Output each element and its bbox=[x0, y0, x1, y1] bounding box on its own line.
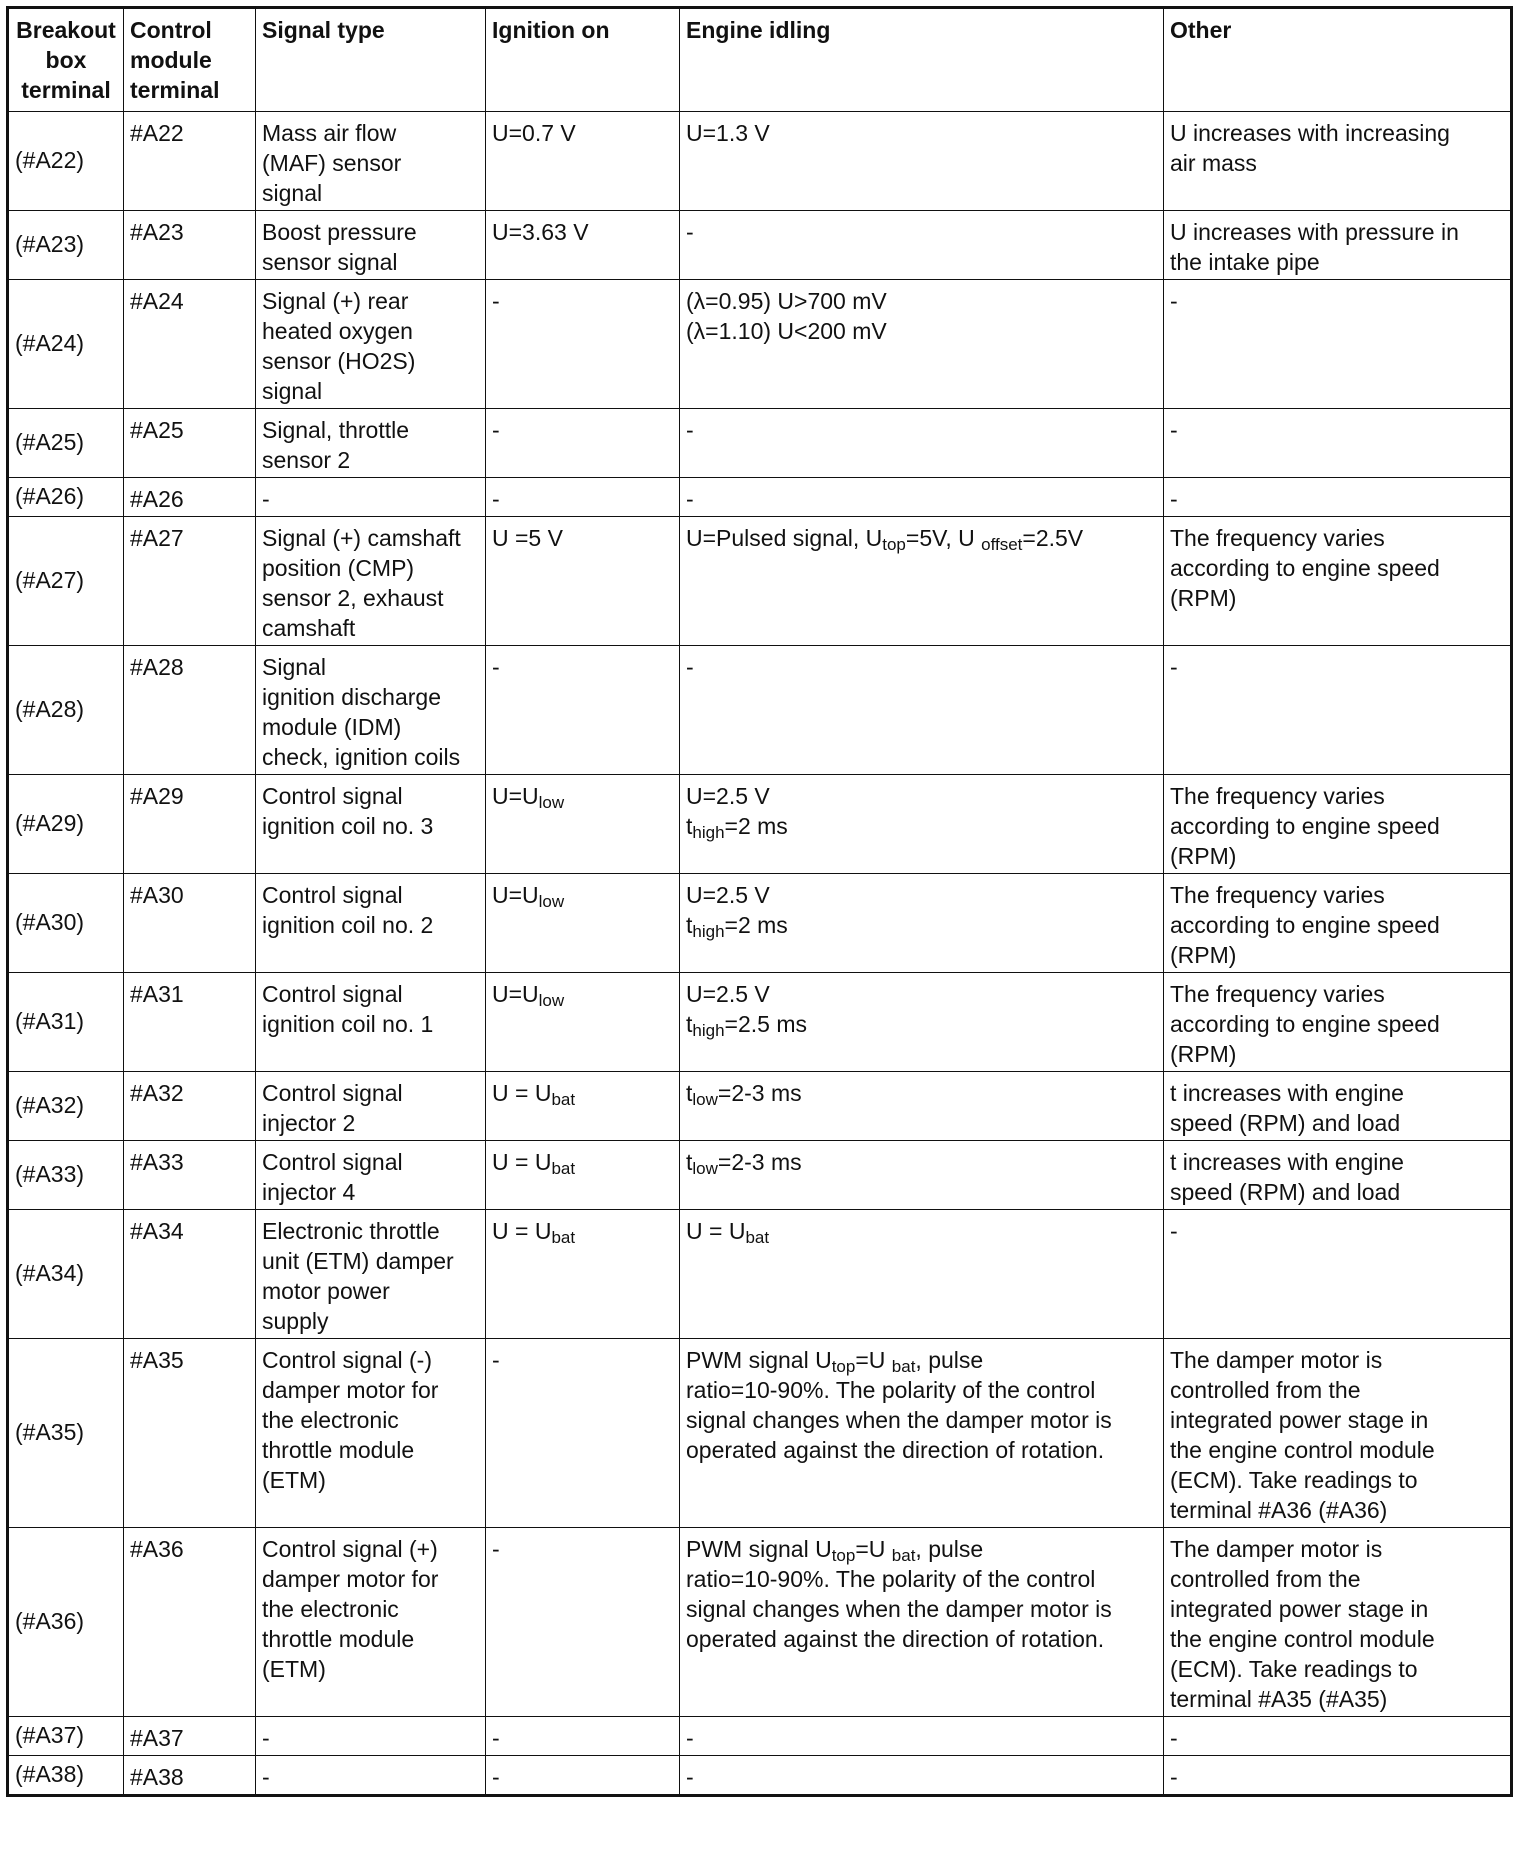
idling-line: $t_{low}=2-3$ ms bbox=[686, 1080, 802, 1109]
ignition-on-cell bbox=[486, 1072, 680, 1141]
idling-line: $t_{high}=2$ ms bbox=[686, 912, 788, 941]
table-row bbox=[8, 478, 1512, 517]
signal-type-cell bbox=[256, 874, 486, 973]
breakout-box-terminal-cell: (#A24) bbox=[8, 280, 124, 409]
table-row bbox=[8, 1756, 1512, 1796]
idling-line: $t_{high}=2.5$ ms bbox=[686, 1011, 807, 1040]
idling-line: - bbox=[686, 1725, 694, 1751]
ignition-on-cell bbox=[486, 1756, 680, 1796]
control-module-terminal-cell: #A34 bbox=[124, 1210, 256, 1339]
engine-idling-cell bbox=[680, 646, 1164, 775]
table-row bbox=[8, 517, 1512, 646]
other-cell bbox=[1164, 775, 1512, 874]
breakout-box-terminal-cell: (#A30) bbox=[8, 874, 124, 973]
signal-line: damper motor for bbox=[262, 1566, 439, 1592]
signal-line: sensor signal bbox=[262, 249, 398, 275]
signal-type-cell bbox=[256, 775, 486, 874]
signal-type-cell bbox=[256, 478, 486, 517]
signal-line: Control signal (+) bbox=[262, 1536, 438, 1562]
ignition-line: $U=U_{low}$ bbox=[492, 783, 565, 812]
signal-type-cell bbox=[256, 1072, 486, 1141]
signal-type-cell bbox=[256, 112, 486, 211]
control-module-terminal-cell: #A33 bbox=[124, 1141, 256, 1210]
signal-type-cell bbox=[256, 1756, 486, 1796]
breakout-box-terminal-cell: (#A36) bbox=[8, 1528, 124, 1717]
other-line: controlled from the bbox=[1170, 1377, 1361, 1403]
idling-line: operated against the direction of rotation. bbox=[686, 1437, 1105, 1463]
signal-type-cell bbox=[256, 1141, 486, 1210]
ignition-on-cell bbox=[486, 409, 680, 478]
idling-line: - bbox=[686, 654, 694, 680]
other-cell bbox=[1164, 874, 1512, 973]
signal-line: sensor 2, exhaust bbox=[262, 585, 444, 611]
control-module-terminal-cell: #A24 bbox=[124, 280, 256, 409]
idling-line: - bbox=[686, 219, 694, 245]
control-module-terminal-cell: #A23 bbox=[124, 211, 256, 280]
engine-idling-cell bbox=[680, 1072, 1164, 1141]
control-module-terminal-cell: #A26 bbox=[124, 478, 256, 517]
header-signal-type: Signal type bbox=[256, 8, 486, 112]
signal-line: damper motor for bbox=[262, 1377, 439, 1403]
other-line: the engine control module bbox=[1170, 1626, 1435, 1652]
other-line: speed (RPM) and load bbox=[1170, 1110, 1401, 1136]
signal-line: motor power bbox=[262, 1278, 390, 1304]
header-control-module-terminal: Control module terminal bbox=[124, 8, 256, 112]
signal-line: signal bbox=[262, 180, 323, 206]
table-header-row bbox=[8, 8, 1512, 112]
signal-line: Control signal bbox=[262, 1080, 403, 1106]
table-row bbox=[8, 874, 1512, 973]
other-line: The frequency varies bbox=[1170, 525, 1385, 551]
idling-line: ratio=10-90%. The polarity of the control bbox=[686, 1377, 1096, 1403]
ignition-line: - bbox=[492, 1347, 500, 1373]
other-cell bbox=[1164, 1210, 1512, 1339]
signal-line: ignition coil no. 2 bbox=[262, 912, 434, 938]
signal-line: position (CMP) bbox=[262, 555, 415, 581]
other-cell bbox=[1164, 973, 1512, 1072]
ignition-line: - bbox=[492, 1536, 500, 1562]
table-row bbox=[8, 1528, 1512, 1717]
breakout-box-terminal-cell: (#A22) bbox=[8, 112, 124, 211]
engine-idling-cell bbox=[680, 1717, 1164, 1756]
other-cell bbox=[1164, 478, 1512, 517]
other-cell bbox=[1164, 1756, 1512, 1796]
ignition-on-cell bbox=[486, 775, 680, 874]
signal-line: throttle module bbox=[262, 1437, 415, 1463]
other-line: according to engine speed bbox=[1170, 1011, 1440, 1037]
signal-line: Signal (+) camshaft bbox=[262, 525, 461, 551]
signal-type-cell bbox=[256, 1717, 486, 1756]
ignition-line: $U=U_{low}$ bbox=[492, 981, 565, 1010]
signal-line: the electronic bbox=[262, 1596, 399, 1622]
other-cell bbox=[1164, 1339, 1512, 1528]
other-line: - bbox=[1170, 486, 1178, 512]
table-row bbox=[8, 1072, 1512, 1141]
idling-line: U=Pulsed signal, $U_{top}=5V$, U $_{offset}$=2.5V bbox=[686, 525, 1084, 554]
engine-idling-cell bbox=[680, 1528, 1164, 1717]
breakout-box-terminal-cell: (#A31) bbox=[8, 973, 124, 1072]
other-line: (RPM) bbox=[1170, 942, 1237, 968]
other-line: terminal #A35 (#A35) bbox=[1170, 1686, 1388, 1712]
other-cell bbox=[1164, 280, 1512, 409]
table-row bbox=[8, 112, 1512, 211]
other-line: according to engine speed bbox=[1170, 813, 1440, 839]
control-module-terminal-cell: #A28 bbox=[124, 646, 256, 775]
breakout-box-terminal-cell: (#A27) bbox=[8, 517, 124, 646]
other-line: speed (RPM) and load bbox=[1170, 1179, 1401, 1205]
breakout-box-terminal-cell: (#A23) bbox=[8, 211, 124, 280]
ignition-on-cell bbox=[486, 874, 680, 973]
ignition-on-cell bbox=[486, 1210, 680, 1339]
control-module-terminal-cell: #A37 bbox=[124, 1717, 256, 1756]
breakout-box-terminal-cell: (#A28) bbox=[8, 646, 124, 775]
ignition-line: U=0.7 V bbox=[492, 120, 576, 146]
signal-line: Control signal bbox=[262, 981, 403, 1007]
breakout-box-terminal-cell: (#A38) bbox=[8, 1756, 124, 1796]
breakout-box-terminal-cell: (#A26) bbox=[8, 478, 124, 517]
signal-line: (ETM) bbox=[262, 1467, 326, 1493]
control-module-terminal-cell: #A27 bbox=[124, 517, 256, 646]
signal-line: Boost pressure bbox=[262, 219, 417, 245]
breakout-box-terminal-cell: (#A37) bbox=[8, 1717, 124, 1756]
engine-idling-cell bbox=[680, 112, 1164, 211]
signal-type-cell bbox=[256, 211, 486, 280]
header-other: Other bbox=[1164, 8, 1512, 112]
other-line: The damper motor is bbox=[1170, 1347, 1383, 1373]
signal-line: Mass air flow bbox=[262, 120, 397, 146]
other-line: according to engine speed bbox=[1170, 555, 1440, 581]
ignition-on-cell bbox=[486, 517, 680, 646]
breakout-box-terminal-cell: (#A29) bbox=[8, 775, 124, 874]
other-line: - bbox=[1170, 654, 1178, 680]
breakout-box-terminal-cell: (#A34) bbox=[8, 1210, 124, 1339]
other-line: - bbox=[1170, 1218, 1178, 1244]
ignition-line: - bbox=[492, 486, 500, 512]
signal-line: the electronic bbox=[262, 1407, 399, 1433]
other-line: (RPM) bbox=[1170, 585, 1237, 611]
ignition-line: - bbox=[492, 1764, 500, 1790]
ignition-on-cell bbox=[486, 211, 680, 280]
engine-idling-cell bbox=[680, 1339, 1164, 1528]
ignition-on-cell bbox=[486, 112, 680, 211]
idling-line: PWM signal $U_{top}=U$ $_{bat}$, pulse bbox=[686, 1536, 984, 1565]
other-line: controlled from the bbox=[1170, 1566, 1361, 1592]
other-line: t increases with engine bbox=[1170, 1149, 1404, 1175]
signal-line: ignition coil no. 1 bbox=[262, 1011, 434, 1037]
ignition-on-cell bbox=[486, 1528, 680, 1717]
ignition-on-cell bbox=[486, 478, 680, 517]
signal-type-cell bbox=[256, 1528, 486, 1717]
engine-idling-cell bbox=[680, 775, 1164, 874]
signal-line: signal bbox=[262, 378, 323, 404]
other-line: (RPM) bbox=[1170, 1041, 1237, 1067]
ignition-line: - bbox=[492, 654, 500, 680]
signal-line: heated oxygen bbox=[262, 318, 413, 344]
idling-line: signal changes when the damper motor is bbox=[686, 1407, 1112, 1433]
signal-line: - bbox=[262, 1764, 270, 1790]
header-engine-idling: Engine idling bbox=[680, 8, 1164, 112]
other-line: - bbox=[1170, 417, 1178, 443]
idling-line: U=1.3 V bbox=[686, 120, 770, 146]
signal-line: Control signal (-) bbox=[262, 1347, 432, 1373]
other-line: the intake pipe bbox=[1170, 249, 1320, 275]
other-line: according to engine speed bbox=[1170, 912, 1440, 938]
idling-line: (λ=1.10) U<200 mV bbox=[686, 318, 887, 344]
table-row bbox=[8, 1339, 1512, 1528]
signal-line: Control signal bbox=[262, 783, 403, 809]
control-module-terminal-cell: #A25 bbox=[124, 409, 256, 478]
ignition-line: U=3.63 V bbox=[492, 219, 589, 245]
table-row bbox=[8, 1141, 1512, 1210]
control-module-terminal-cell: #A36 bbox=[124, 1528, 256, 1717]
ignition-on-cell bbox=[486, 280, 680, 409]
table-row bbox=[8, 409, 1512, 478]
control-module-terminal-cell: #A35 bbox=[124, 1339, 256, 1528]
other-line: U increases with increasing bbox=[1170, 120, 1450, 146]
ignition-line: U =5 V bbox=[492, 525, 563, 551]
signal-line: unit (ETM) damper bbox=[262, 1248, 454, 1274]
ignition-on-cell bbox=[486, 646, 680, 775]
breakout-box-terminal-cell: (#A35) bbox=[8, 1339, 124, 1528]
engine-idling-cell bbox=[680, 478, 1164, 517]
terminal-table bbox=[6, 6, 1513, 1797]
idling-line: operated against the direction of rotation. bbox=[686, 1626, 1105, 1652]
other-line: - bbox=[1170, 1764, 1178, 1790]
signal-line: - bbox=[262, 1725, 270, 1751]
engine-idling-cell bbox=[680, 280, 1164, 409]
signal-line: Control signal bbox=[262, 1149, 403, 1175]
signal-line: Signal bbox=[262, 654, 326, 680]
other-line: t increases with engine bbox=[1170, 1080, 1404, 1106]
signal-type-cell bbox=[256, 646, 486, 775]
header-breakout-box-terminal: Breakout box terminal bbox=[8, 8, 124, 112]
ignition-on-cell bbox=[486, 1339, 680, 1528]
signal-line: module (IDM) bbox=[262, 714, 402, 740]
other-line: U increases with pressure in bbox=[1170, 219, 1459, 245]
signal-type-cell bbox=[256, 973, 486, 1072]
engine-idling-cell bbox=[680, 973, 1164, 1072]
signal-line: (MAF) sensor bbox=[262, 150, 402, 176]
signal-line: sensor (HO2S) bbox=[262, 348, 416, 374]
header-ignition-on: Ignition on bbox=[486, 8, 680, 112]
other-line: The frequency varies bbox=[1170, 882, 1385, 908]
signal-line: sensor 2 bbox=[262, 447, 351, 473]
signal-type-cell bbox=[256, 517, 486, 646]
ignition-line: - bbox=[492, 1725, 500, 1751]
other-cell bbox=[1164, 1717, 1512, 1756]
signal-line: injector 4 bbox=[262, 1179, 356, 1205]
other-cell bbox=[1164, 409, 1512, 478]
other-line: - bbox=[1170, 1725, 1178, 1751]
signal-line: - bbox=[262, 486, 270, 512]
ignition-line: $U = U_{bat}$ bbox=[492, 1149, 576, 1178]
control-module-terminal-cell: #A29 bbox=[124, 775, 256, 874]
signal-type-cell bbox=[256, 409, 486, 478]
idling-line: $t_{high}=2$ ms bbox=[686, 813, 788, 842]
table-row bbox=[8, 1210, 1512, 1339]
signal-line: Control signal bbox=[262, 882, 403, 908]
other-line: (RPM) bbox=[1170, 843, 1237, 869]
engine-idling-cell bbox=[680, 409, 1164, 478]
other-line: - bbox=[1170, 288, 1178, 314]
other-line: (ECM). Take readings to bbox=[1170, 1467, 1418, 1493]
other-line: The frequency varies bbox=[1170, 981, 1385, 1007]
signal-line: Electronic throttle bbox=[262, 1218, 440, 1244]
ignition-on-cell bbox=[486, 1141, 680, 1210]
signal-line: Signal (+) rear bbox=[262, 288, 409, 314]
other-cell bbox=[1164, 211, 1512, 280]
other-line: terminal #A36 (#A36) bbox=[1170, 1497, 1388, 1523]
table-row bbox=[8, 775, 1512, 874]
other-cell bbox=[1164, 646, 1512, 775]
ignition-on-cell bbox=[486, 973, 680, 1072]
other-cell bbox=[1164, 517, 1512, 646]
other-cell bbox=[1164, 1141, 1512, 1210]
idling-line: PWM signal $U_{top}=U$ $_{bat}$, pulse bbox=[686, 1347, 984, 1376]
control-module-terminal-cell: #A22 bbox=[124, 112, 256, 211]
ignition-line: $U = U_{bat}$ bbox=[492, 1080, 576, 1109]
idling-line: $U = U_{bat}$ bbox=[686, 1218, 770, 1247]
other-cell bbox=[1164, 1072, 1512, 1141]
signal-type-cell bbox=[256, 1339, 486, 1528]
table-row bbox=[8, 211, 1512, 280]
breakout-box-terminal-cell: (#A33) bbox=[8, 1141, 124, 1210]
breakout-box-terminal-cell: (#A25) bbox=[8, 409, 124, 478]
table-body bbox=[8, 112, 1512, 1796]
idling-line: ratio=10-90%. The polarity of the control bbox=[686, 1566, 1096, 1592]
signal-line: injector 2 bbox=[262, 1110, 356, 1136]
table-row bbox=[8, 646, 1512, 775]
idling-line: - bbox=[686, 1764, 694, 1790]
engine-idling-cell bbox=[680, 1210, 1164, 1339]
control-module-terminal-cell: #A30 bbox=[124, 874, 256, 973]
idling-line: signal changes when the damper motor is bbox=[686, 1596, 1112, 1622]
other-line: The damper motor is bbox=[1170, 1536, 1383, 1562]
idling-line: $t_{low}=2-3$ ms bbox=[686, 1149, 802, 1178]
ignition-line: - bbox=[492, 417, 500, 443]
control-module-terminal-cell: #A31 bbox=[124, 973, 256, 1072]
other-line: the engine control module bbox=[1170, 1437, 1435, 1463]
idling-line: U=2.5 V bbox=[686, 783, 770, 809]
control-module-terminal-cell: #A38 bbox=[124, 1756, 256, 1796]
idling-line: U=2.5 V bbox=[686, 882, 770, 908]
other-line: The frequency varies bbox=[1170, 783, 1385, 809]
engine-idling-cell bbox=[680, 874, 1164, 973]
ignition-line: $U=U_{low}$ bbox=[492, 882, 565, 911]
signal-line: supply bbox=[262, 1308, 329, 1334]
ignition-line: $U = U_{bat}$ bbox=[492, 1218, 576, 1247]
idling-line: - bbox=[686, 417, 694, 443]
signal-line: camshaft bbox=[262, 615, 356, 641]
terminal-table-document bbox=[6, 6, 1510, 1797]
signal-type-cell bbox=[256, 280, 486, 409]
signal-line: throttle module bbox=[262, 1626, 415, 1652]
engine-idling-cell bbox=[680, 1756, 1164, 1796]
control-module-terminal-cell: #A32 bbox=[124, 1072, 256, 1141]
idling-line: - bbox=[686, 486, 694, 512]
signal-line: check, ignition coils bbox=[262, 744, 461, 770]
ignition-line: - bbox=[492, 288, 500, 314]
signal-line: Signal, throttle bbox=[262, 417, 410, 443]
breakout-box-terminal-cell: (#A32) bbox=[8, 1072, 124, 1141]
table-row bbox=[8, 973, 1512, 1072]
idling-line: U=2.5 V bbox=[686, 981, 770, 1007]
other-cell bbox=[1164, 112, 1512, 211]
other-cell bbox=[1164, 1528, 1512, 1717]
idling-line: (λ=0.95) U>700 mV bbox=[686, 288, 887, 314]
signal-line: ignition discharge bbox=[262, 684, 442, 710]
other-line: integrated power stage in bbox=[1170, 1596, 1429, 1622]
other-line: air mass bbox=[1170, 150, 1257, 176]
engine-idling-cell bbox=[680, 211, 1164, 280]
table-row bbox=[8, 280, 1512, 409]
ignition-on-cell bbox=[486, 1717, 680, 1756]
signal-line: ignition coil no. 3 bbox=[262, 813, 434, 839]
signal-type-cell bbox=[256, 1210, 486, 1339]
other-line: (ECM). Take readings to bbox=[1170, 1656, 1418, 1682]
engine-idling-cell bbox=[680, 1141, 1164, 1210]
table-row bbox=[8, 1717, 1512, 1756]
signal-line: (ETM) bbox=[262, 1656, 326, 1682]
engine-idling-cell bbox=[680, 517, 1164, 646]
other-line: integrated power stage in bbox=[1170, 1407, 1429, 1433]
